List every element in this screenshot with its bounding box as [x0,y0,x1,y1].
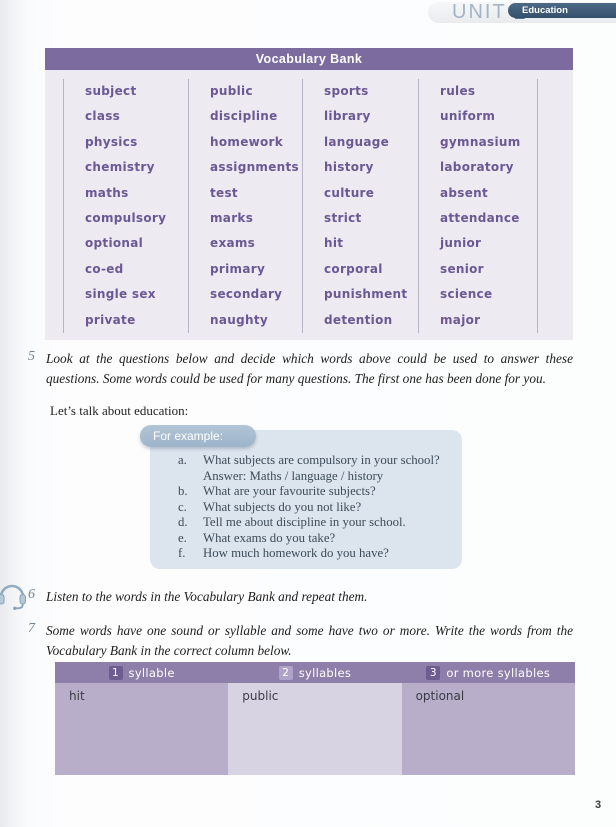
header-3-or-more-syllables [402,662,575,683]
header-label: syllable [128,665,175,680]
vocab-word: senior [440,261,484,276]
question-c [178,500,453,516]
vocab-word: maths [85,185,129,200]
vocab-word: physics [85,134,138,149]
vocab-word: history [324,160,374,175]
exercise-5-number: 5 [28,349,35,364]
question-letter: d. [178,515,188,529]
vocab-word: detention [324,312,393,327]
headset-icon [0,578,29,612]
vocab-word: optional [85,236,144,251]
lead-in-text: Let’s talk about education: [50,403,189,418]
question-letter: a. [178,453,187,467]
question-e [178,531,453,547]
question-a-answer: Answer: Maths / language / history [203,468,384,483]
for-example-label: For example: [140,425,256,447]
question-d [178,515,453,531]
question-letter: c. [178,499,187,514]
vocab-word: corporal [324,261,383,276]
vocab-word: language [324,134,390,149]
vocab-word: assignments [210,160,299,175]
syllable-table-body [55,683,575,775]
vocab-word: subject [85,84,137,98]
vocab-word: primary [210,261,266,276]
badge-1: 1 [109,666,123,680]
vocabulary-table-body [45,70,573,340]
vocab-word: hit [324,236,344,251]
question-text: What subjects do you not like? [203,499,362,514]
header-2-syllables [228,662,401,683]
example-questions [178,453,453,562]
exercise-7-number: 7 [28,621,35,636]
vocab-word: exams [210,236,256,251]
vocab-word: public [210,84,253,98]
question-text: What exams do you take? [203,530,336,545]
unit-topic-tab: Education [508,3,616,18]
vocab-word: naughty [210,312,268,327]
exercise-5-instruction: Look at the questions below and decide which words above could be used to answer these questions. Some words could be used for many questions. The first one has been done for you. [46,351,573,386]
exercise-6-number: 6 [28,587,35,602]
exercise-7 [28,621,573,661]
vocab-word: homework [210,134,284,149]
question-letter: b. [178,484,188,498]
vocab-word: marks [210,211,254,226]
header-label: syllables [298,665,352,680]
exercise-7-instruction: Some words have one sound or syllable and some have two or more. Write the words from the Vocabulary Bank in the correct column below. [46,623,573,658]
vocab-word: punishment [324,287,408,302]
vocab-column-4 [418,79,537,333]
question-letter: f. [178,546,186,560]
cell-1-syllable: hit [55,683,228,775]
vocab-word: discipline [210,109,278,124]
vocab-word: class [85,109,121,124]
vocab-word: rules [440,84,476,98]
cell-2-syllables: public [228,683,401,775]
cell-3-or-more-syllables: optional [402,683,575,775]
vocabulary-bank [45,48,573,340]
vocabulary-bank-title: Vocabulary Bank [45,48,573,70]
vocab-word: laboratory [440,160,514,175]
page-number: 3 [595,799,602,811]
question-text: What are your favourite subjects? [203,484,376,498]
vocab-column-1 [63,79,188,333]
vocab-word: library [324,109,371,124]
badge-3: 3 [426,666,440,680]
vocab-word: secondary [210,287,283,302]
badge-2: 2 [279,666,293,680]
syllable-table [55,662,575,775]
question-b [178,484,453,500]
question-a [178,453,453,469]
exercise-6 [28,587,573,607]
vocab-word: culture [324,185,375,200]
vocab-word: junior [440,236,482,251]
vocab-word: attendance [440,211,520,226]
question-f [178,546,453,562]
vocab-column-2 [188,79,302,333]
question-text: How much homework do you have? [203,546,389,560]
vocab-word: uniform [440,109,496,124]
question-text: What subjects are compulsory in your school? [203,453,440,467]
vocab-word: science [440,287,493,302]
vocab-word: single sex [85,287,156,302]
vocab-word: major [440,312,481,327]
exercise-5 [28,349,573,389]
question-letter: e. [178,530,187,545]
syllable-table-header [55,662,575,683]
vocab-word: co-ed [85,261,124,276]
header-label: or more syllables [446,665,551,680]
vocab-word: test [210,185,238,200]
vocab-word: chemistry [85,160,155,175]
unit-label: UNIT [452,1,507,23]
vocab-word: private [85,312,136,327]
question-text: Tell me about discipline in your school. [203,515,406,529]
vocab-word: strict [324,211,362,226]
exercise-6-instruction: Listen to the words in the Vocabulary Bank and repeat them. [46,589,368,604]
vocab-word: compulsory [85,211,167,226]
vocab-word: gymnasium [440,134,521,149]
vocab-column-3 [302,79,418,333]
vocab-word: absent [440,185,489,200]
header-1-syllable [55,662,228,683]
vocab-word: sports [324,84,369,98]
